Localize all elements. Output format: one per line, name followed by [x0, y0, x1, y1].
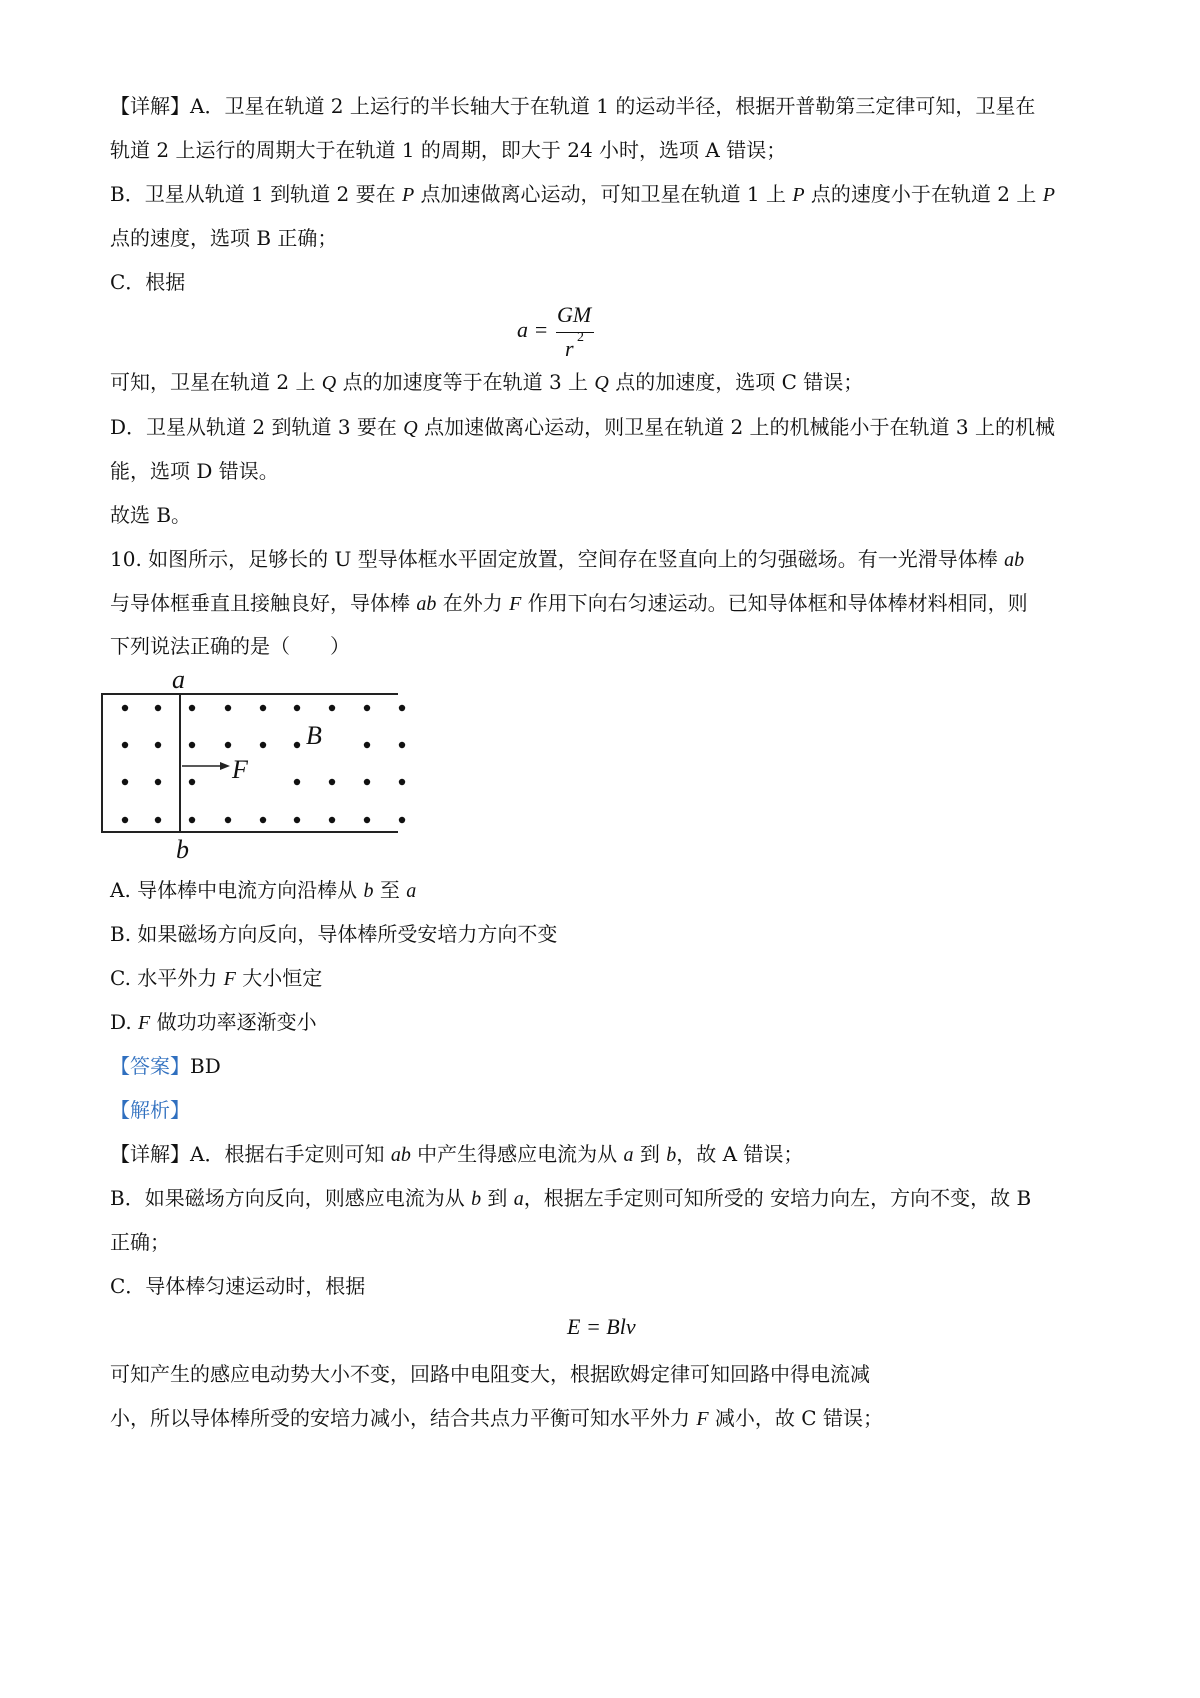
answer-line	[110, 1052, 221, 1080]
detail-line-3: B．卫星从轨道 1 到轨道 2 要在 P 点加速做离心运动，可知卫星在轨道 1 上 P 点的速度小于在轨道 2 上 P	[110, 182, 1055, 206]
field-dot	[122, 705, 128, 711]
field-dot	[225, 817, 231, 823]
field-dot	[155, 742, 161, 748]
field-dot	[122, 779, 128, 785]
detail-line-7: D．卫星从轨道 2 到轨道 3 要在 Q 点加速做离心运动，则卫星在轨道 2 上的机械能小于在轨道 3 上的机械	[110, 415, 1055, 439]
analysis-label: 【解析】	[110, 1098, 190, 1122]
formula-lhs: a =	[517, 317, 549, 342]
field-dot	[225, 742, 231, 748]
detail-line-9: 故选 B。	[110, 503, 192, 527]
option-b: B. 如果磁场方向反向，导体棒所受安培力方向不变	[110, 922, 558, 946]
u-frame-figure	[100, 668, 420, 868]
field-dot	[294, 705, 300, 711]
detail-line-8: 能，选项 D 错误。	[110, 459, 279, 483]
field-dot	[399, 779, 405, 785]
detail-line-1: 【详解】A．卫星在轨道 2 上运行的半长轴大于在轨道 1 的运动半径，根据开普勒第三定律可知，卫星在	[110, 94, 1036, 118]
field-dot	[122, 817, 128, 823]
emf-formula: E = Blv	[567, 1314, 636, 1339]
answer-value: BD	[190, 1054, 221, 1078]
field-dot	[155, 817, 161, 823]
solution-line-3: 正确；	[110, 1230, 170, 1254]
field-dot	[260, 817, 266, 823]
force-arrowhead	[220, 762, 230, 770]
field-dot	[155, 705, 161, 711]
option-c: C. 水平外力 F 大小恒定	[110, 966, 323, 990]
solution-line-5: 可知产生的感应电动势大小不变，回路中电阻变大，根据欧姆定律可知回路中得电流减	[110, 1362, 870, 1386]
field-dot	[399, 817, 405, 823]
field-dot	[189, 705, 195, 711]
field-dot	[364, 705, 370, 711]
formula-denominator: r	[565, 336, 574, 361]
solution-line-1: 【详解】A．根据右手定则可知 ab 中产生得感应电流为从 a 到 b，故 A 错误；	[110, 1142, 804, 1166]
question-10-line-3: 下列说法正确的是（ ）	[110, 634, 350, 658]
field-dot	[364, 817, 370, 823]
answer-label: 【答案】	[110, 1054, 190, 1078]
solution-line-4: C．导体棒匀速运动时，根据	[110, 1274, 366, 1298]
formula-exponent: 2	[577, 330, 584, 345]
field-dot	[329, 817, 335, 823]
field-dot	[155, 779, 161, 785]
detail-line-2: 轨道 2 上运行的周期大于在轨道 1 的周期，即大于 24 小时，选项 A 错误；	[110, 138, 787, 162]
field-dot	[399, 705, 405, 711]
option-d: D. F 做功功率逐渐变小	[110, 1010, 317, 1034]
field-dot	[225, 705, 231, 711]
label-a: a	[172, 668, 185, 694]
detail-line-4: 点的速度，选项 B 正确；	[110, 226, 338, 250]
label-B: B	[306, 721, 322, 750]
field-dot	[399, 742, 405, 748]
field-dot	[294, 779, 300, 785]
field-dot	[260, 742, 266, 748]
u-frame	[102, 694, 398, 832]
fraction-bar	[556, 332, 594, 333]
field-dot	[329, 705, 335, 711]
solution-line-2: B．如果磁场方向反向，则感应电流为从 b 到 a，根据左手定则可知所受的 安培力向左，方向不变，故 B	[110, 1186, 1032, 1210]
field-dot	[122, 742, 128, 748]
magnetic-field-dots	[122, 705, 405, 823]
field-dot	[294, 742, 300, 748]
field-dot	[260, 705, 266, 711]
question-10-line-2: 与导体框垂直且接触良好，导体棒 ab 在外力 F 作用下向右匀速运动。已知导体框和导体棒材料相同，则	[110, 591, 1028, 615]
detail-line-5: C．根据	[110, 270, 186, 294]
label-b: b	[176, 835, 189, 864]
formula-numerator: GM	[557, 302, 592, 327]
field-dot	[189, 817, 195, 823]
detail-line-6: 可知，卫星在轨道 2 上 Q 点的加速度等于在轨道 3 上 Q 点的加速度，选项 C 错误；	[110, 370, 864, 394]
field-dot	[329, 779, 335, 785]
field-dot	[364, 779, 370, 785]
field-dot	[189, 742, 195, 748]
field-dot	[294, 817, 300, 823]
option-a: A. 导体棒中电流方向沿棒从 b 至 a	[110, 878, 417, 902]
field-dot	[364, 742, 370, 748]
field-dot	[189, 779, 195, 785]
question-10-line-1: 10. 如图所示，足够长的 U 型导体框水平固定放置，空间存在竖直向上的匀强磁场。有一光滑导体棒 ab	[110, 547, 1025, 571]
label-F: F	[232, 755, 248, 784]
acceleration-formula	[517, 302, 607, 368]
solution-line-6: 小，所以导体棒所受的安培力减小，结合共点力平衡可知水平外力 F 减小，故 C 错误；	[110, 1406, 883, 1430]
